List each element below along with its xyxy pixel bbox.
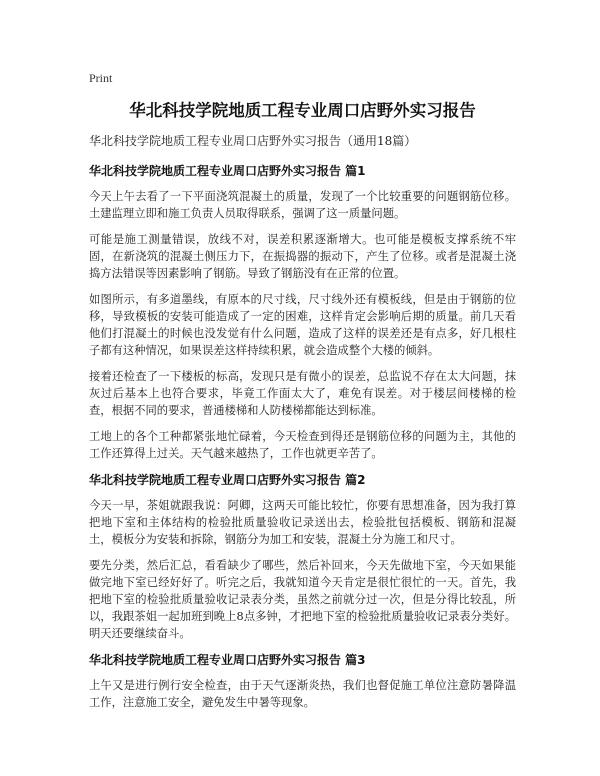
paragraph: 今天上午去看了一下平面浇筑混凝土的质量，发现了一个比较重要的问题钢筋位移。土建监理立即和施工负责人员取得联系，强调了这一质量问题。 — [89, 190, 516, 220]
paragraph: 今天一早，茶姐就跟我说：阿卿，这两天可能比较忙，你要有思想准备，因为我打算把地下室和主体结构的检验批质量验收记录送出去，检验批包括模板、钢筋和混凝土，模板分为安装和拆除，钢筋分为加工和安装，混凝土分为施工和尺寸。 — [89, 499, 516, 546]
paragraph: 如图所示，有多道墨线，有原本的尺寸线，尺寸线外还有模板线，但是由于钢筋的位移，导致模板的安装可能造成了一定的困难，这样肯定会影响后期的质量。前几天看他们打混凝土的时候也没发觉有什么问题，造成了这样的误差还是有点多，好几根柱子都有这种情况，如果误差这样持续积累，就会造成整个大楼的倾斜。 — [89, 293, 516, 357]
section-heading-1: 华北科技学院地质工程专业周口店野外实习报告 篇1 — [89, 164, 366, 178]
section-heading-2: 华北科技学院地质工程专业周口店野外实习报告 篇2 — [89, 473, 366, 487]
document-subtitle: 华北科技学院地质工程专业周口店野外实习报告（通用18篇） — [89, 134, 417, 148]
page-title: 华北科技学院地质工程专业周口店野外实习报告 — [129, 101, 476, 120]
print-link[interactable]: Print — [89, 71, 113, 85]
paragraph: 上午又是进行例行安全检查，由于天气逐渐炎热，我们也督促施工单位注意防暑降温工作，注意施工安全，避免发生中暑等现象。 — [89, 679, 516, 709]
paragraph: 要先分类，然后汇总，看看缺少了哪些，然后补回来，今天先做地下室，今天如果能做完地下室已经好好了。听完之后，我就知道今天肯定是很忙很忙的一天。首先，我把地下室的检验批质量验收记录表分类，虽然之前就分过一次，但是分得比较乱，所以，我跟茶姐一起加班到晚上8点多钟，才把地下室的检验批质量验收记录表分类好。明天还要继续奋斗。 — [89, 559, 516, 640]
paragraph: 接着还检查了一下楼板的标高，发现只是有微小的误差，总监说不存在太大问题，抹灰过后基本上也符合要求，毕竟工作面太大了，难免有误差。对于楼层间楼梯的检查，根据不同的要求，普通楼梯和人防楼梯都能达到标准。 — [89, 370, 516, 417]
section-heading-3: 华北科技学院地质工程专业周口店野外实习报告 篇3 — [89, 653, 366, 667]
paragraph: 可能是施工测量错误，放线不对，误差积累逐渐增大。也可能是模板支撑系统不牢固，在新浇筑的混凝土侧压力下，在振捣器的振动下，产生了位移。或者是混凝土浇捣方法错误等因素影响了钢筋。导致了钢筋没有在正常的位置。 — [89, 233, 516, 280]
paragraph: 工地上的各个工种都紧张地忙碌着，今天检查到得还是钢筋位移的问题为主，其他的工作还算得上过关。天气越来越热了，工作也就更辛苦了。 — [89, 430, 516, 460]
